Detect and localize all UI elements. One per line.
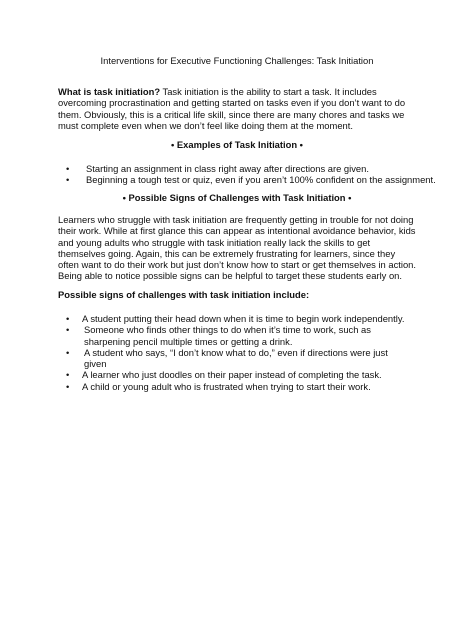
bullet-icon: • <box>66 163 70 174</box>
sign-item-text: A student putting their head down when it is time to begin work independently. <box>82 313 405 324</box>
bullet-icon: • <box>66 346 70 358</box>
list-item <box>66 381 406 392</box>
list-item <box>66 324 406 347</box>
signs-paragraph: Learners who struggle with task initiation are frequently getting in trouble for not doing their work. While at first glance this can appear as intentional avoidance behavior, kids and young adults who struggle with task initiation really lack the skills to get themselves going. Again, this can be extremely frustrating for learners, since they often want to do their work but just don’t know how to start or get themselves in action. Being able to notice possible signs can be helpful to target these students early on. <box>58 214 416 282</box>
examples-heading: • Examples of Task Initiation • <box>171 139 303 150</box>
bullet-icon: • <box>66 313 70 324</box>
bullet-icon: • <box>66 380 70 392</box>
document-title: Interventions for Executive Functioning Challenges: Task Initiation <box>100 55 374 66</box>
bullet-icon: • <box>66 174 70 186</box>
list-item <box>66 369 406 380</box>
intro-paragraph <box>58 86 418 131</box>
sign-item-text: A child or young adult who is frustrated when trying to start their work. <box>82 380 371 392</box>
signs-list <box>66 313 406 392</box>
list-item <box>66 163 436 174</box>
intro-lead: What is task initiation? <box>58 86 161 97</box>
bullet-icon: • <box>66 324 70 336</box>
list-item <box>66 313 406 324</box>
list-item <box>66 174 436 185</box>
sign-item-text: A student who says, “I don’t know what to do,” even if directions were just given <box>84 346 388 370</box>
example-item-text: Starting an assignment in class right away after directions are given. <box>86 163 369 174</box>
example-item-text: Beginning a tough test or quiz, even if you aren’t 100% confident on the assignment. <box>86 174 436 186</box>
list-item <box>66 347 406 370</box>
intro-text: Task initiation is the ability to start a task. It includes overcoming procrastination and getting started on tasks even if you don’t want to do them. Obviously, this is a critical life skill, since there are many chores and tasks we must complete even when we don’t feel like doing them at the moment. <box>58 86 406 131</box>
signs-heading: • Possible Signs of Challenges with Task Initiation • <box>122 192 352 203</box>
examples-list <box>66 163 436 186</box>
sign-item-text: Someone who finds other things to do when it’s time to work, such as sharpening pencil multiple times or getting a drink. <box>84 324 371 347</box>
bullet-icon: • <box>66 369 70 381</box>
sign-item-text: A learner who just doodles on their paper instead of completing the task. <box>82 369 382 381</box>
signs-subheading: Possible signs of challenges with task initiation include: <box>58 289 310 300</box>
